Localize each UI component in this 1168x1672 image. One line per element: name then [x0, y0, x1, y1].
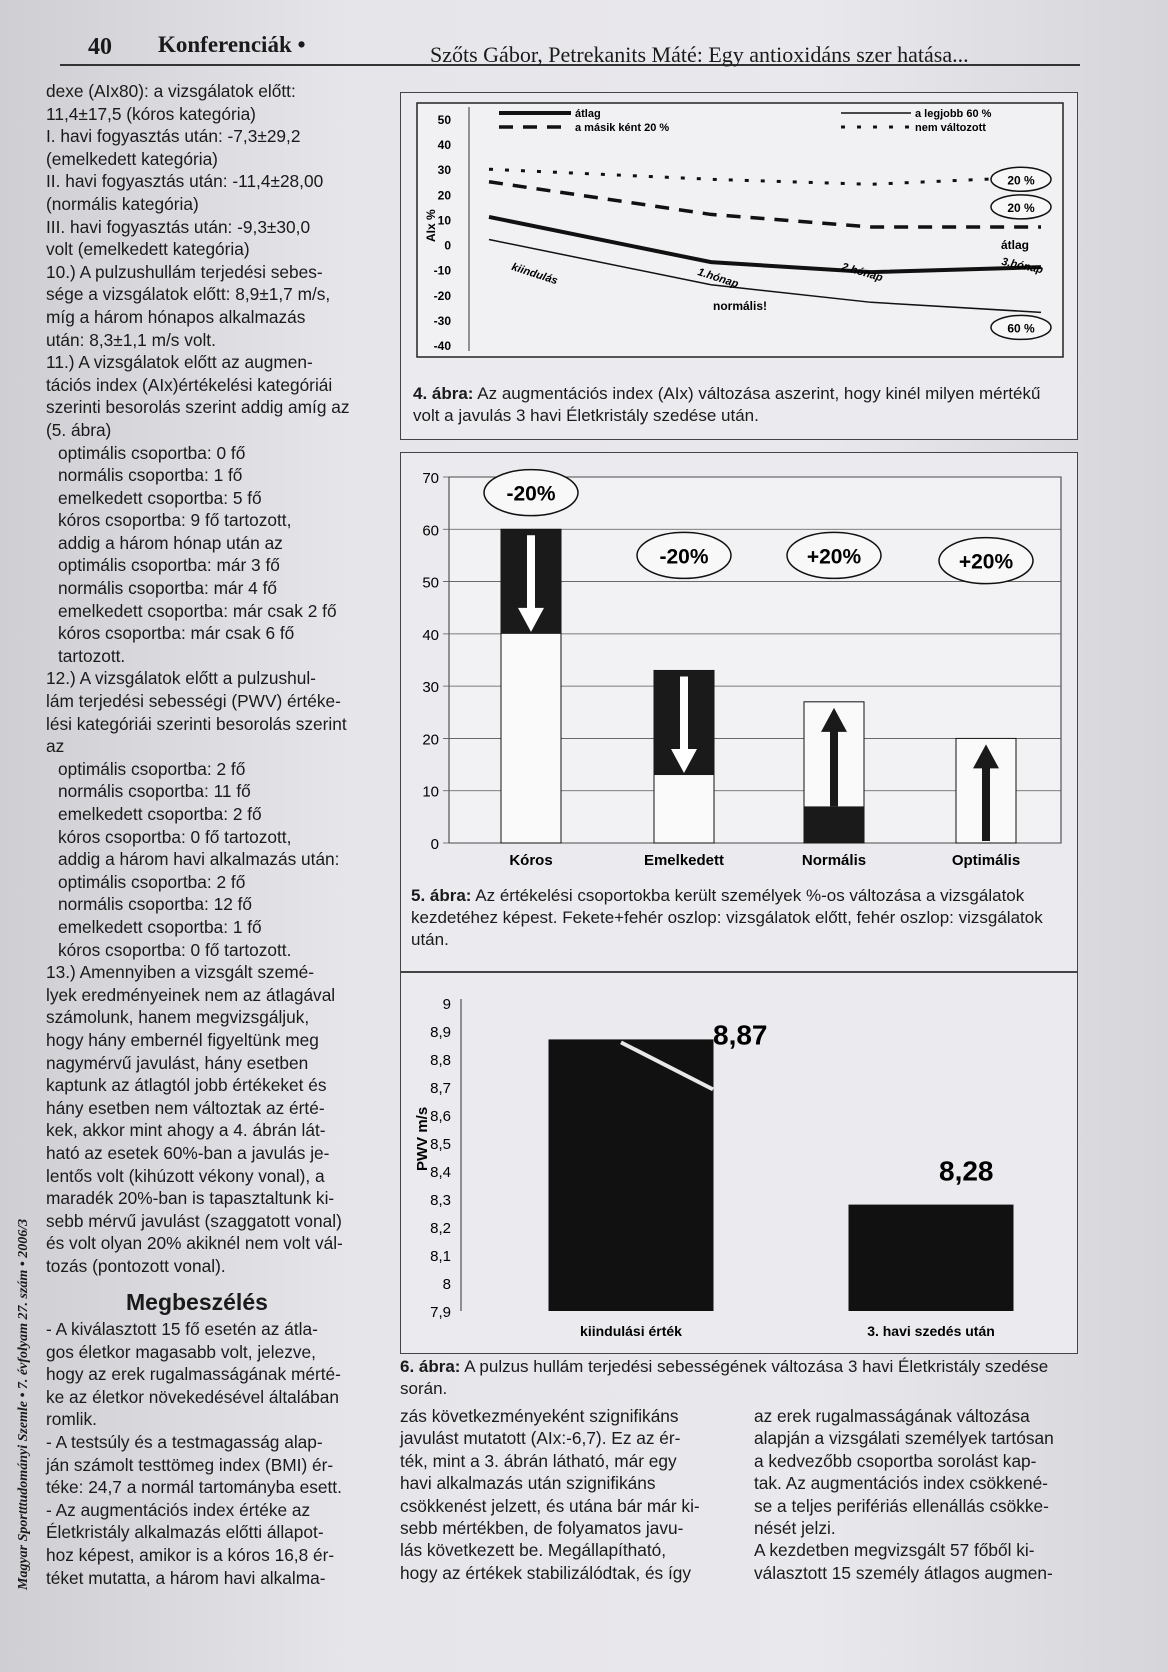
disc-line: Életkristály alkalmazás előtti állapot- — [46, 1522, 324, 1543]
disc-line: ján számolt testtömeg index (BMI) ér- — [46, 1454, 334, 1475]
x-category-label: Emelkedett — [643, 852, 725, 869]
left-line: 13.) Amennyiben a vizsgált szemé- — [46, 962, 314, 983]
left-column — [46, 80, 376, 1589]
y-tick-label: -10 — [433, 263, 451, 278]
x-category-label: 3. havi szedés után — [867, 1323, 995, 1339]
left-line: kek, akkor mint ahogy a 4. ábrán lát- — [46, 1120, 326, 1141]
discussion-heading: Megbeszélés — [126, 1289, 268, 1316]
y-tick-label: -40 — [433, 339, 451, 353]
plot-frame — [417, 103, 1063, 357]
bottom-right-column — [754, 1405, 1080, 1584]
left-line: (5. ábra) — [46, 419, 112, 440]
mid-line: hogy az értékek stabilizálódtak, és így — [400, 1562, 692, 1583]
disc-line: hogy az erek rugalmasságának mérté- — [46, 1364, 341, 1385]
left-line: dexe (AIx80): a vizsgálatok előtt: — [46, 81, 296, 101]
left-line: addig a három havi alkalmazás után: — [58, 849, 340, 870]
y-tick-label: 10 — [422, 783, 439, 801]
y-tick-label: 40 — [437, 138, 451, 153]
mid-line: javulást mutatott (AIx:-6,7). Ez az ér- — [400, 1428, 681, 1449]
y-tick-label: 60 — [422, 522, 439, 540]
journal-vertical-label: Magyar Sportttudományi Szemle • 7. évfolyam 27. szám • 2006/3 — [16, 1218, 31, 1590]
figure-4-caption-label: 4. ábra: — [413, 384, 474, 403]
left-line: tozás (pontozott vonal). — [46, 1255, 226, 1276]
disc-line: - A kiválasztott 15 fő esetén az átla- — [46, 1319, 318, 1340]
disc-line: romlik. — [46, 1409, 97, 1430]
change-badge-label: -20% — [659, 545, 709, 569]
change-badge-label: -20% — [506, 482, 556, 506]
left-line: emelkedett csoportba: 1 fő — [58, 916, 262, 937]
y-axis-label: AIx % — [424, 209, 438, 242]
left-line: tációs index (AIx)értékelési kategóriái — [46, 374, 333, 395]
y-axis-label: PWV m/s — [414, 1106, 431, 1171]
left-line: hogy hány embernél figyeltünk meg — [46, 1029, 319, 1050]
figure-4-chart — [401, 93, 1077, 361]
y-tick-label: 8,1 — [430, 1248, 451, 1265]
discussion-text — [46, 1318, 376, 1589]
mid-line: lás következett be. Megállapítható, — [400, 1540, 667, 1561]
page-number: 40 — [88, 34, 112, 60]
running-header — [60, 32, 1080, 66]
y-tick-label: 8,4 — [430, 1164, 451, 1181]
left-line: normális csoportba: 11 fő — [58, 781, 251, 802]
left-line: kóros csoportba: 9 fő tartozott, — [58, 510, 292, 531]
figure-4-caption-text: Az augmentációs index (AIx) változása aszerint, hogy kinél milyen mértékű volt a javulás 3 havi Életkristály szedése után. — [413, 384, 1041, 425]
left-line: lentős volt (kihúzott vékony vonal), a — [46, 1165, 325, 1186]
line-label: normális! — [713, 298, 768, 313]
left-line: számolunk, hanem megvizsgáljuk, — [46, 1007, 310, 1028]
y-tick-label: 30 — [422, 679, 439, 697]
y-tick-label: 8,3 — [430, 1192, 451, 1209]
x-category-label: Optimális — [951, 852, 1021, 869]
left-line: I. havi fogyasztás után: -7,3±29,2 — [46, 126, 301, 147]
disc-line: - Az augmentációs index értéke az — [46, 1499, 311, 1520]
y-tick-label: 40 — [422, 626, 439, 644]
y-tick-label: 8 — [442, 1276, 451, 1293]
left-line: III. havi fogyasztás után: -9,3±30,0 — [46, 216, 311, 237]
y-tick-label: 20 — [437, 188, 451, 203]
left-line: hány esetben nem változtak az érté- — [46, 1097, 325, 1118]
disc-line: - A testsúly és a testmagasság alap- — [46, 1432, 323, 1453]
right-line: tak. Az augmentációs index csökkené- — [754, 1473, 1048, 1494]
section-title: Konferenciák • — [158, 32, 306, 57]
value-label: 8,28 — [939, 1155, 994, 1187]
left-line: lám terjedési sebességi (PWV) értéke- — [46, 691, 341, 712]
bar-before-black — [804, 806, 864, 843]
right-line: alapján a vizsgálati személyek tartósan — [754, 1428, 1054, 1449]
legend-label-4: nem változott — [915, 122, 986, 134]
figure-4 — [400, 92, 1078, 440]
left-line: optimális csoportba: 2 fő — [58, 871, 246, 892]
left-column-text — [46, 80, 376, 1277]
left-line: szerinti besorolás szerint addig amíg az — [46, 397, 350, 418]
right-line: A kezdetben megvizsgált 57 főből ki- — [754, 1540, 1035, 1561]
figure-6-caption-label: 6. ábra: — [400, 1357, 461, 1376]
percent-badge-label: 20 % — [1007, 200, 1035, 215]
line-label: 3.hónap — [1000, 255, 1045, 277]
running-title: Szőts Gábor, Petrekanits Máté: Egy antioxidáns szer hatása... — [430, 42, 969, 67]
mid-line: zás következményeként szignifikáns — [400, 1406, 679, 1426]
left-line: 11.) A vizsgálatok előtt az augmen- — [46, 352, 313, 373]
figure-5-caption-label: 5. ábra: — [411, 886, 472, 905]
disc-line: hoz képest, amikor is a kóros 16,8 ér- — [46, 1545, 335, 1565]
y-tick-label: 8,7 — [430, 1080, 451, 1097]
y-tick-label: 7,9 — [430, 1304, 451, 1321]
legend-label-2: a másik ként 20 % — [575, 122, 670, 134]
left-line: (normális kategória) — [46, 193, 199, 214]
disc-line: téket mutatta, a három havi alkalma- — [46, 1567, 326, 1588]
left-line: lyek eredményeinek nem az átlagával — [46, 984, 336, 1005]
right-line: se a teljes perifériás ellenállás csökke- — [754, 1495, 1049, 1516]
figure-5-caption-text: Az értékelési csoportokba került személyek %-os változása a vizsgálatok kezdetéhez képest. Fekete+fehér oszlop: vizsgálatok előtt, fehér oszlop: vizsgálatok után. — [411, 886, 1043, 949]
left-line: emelkedett csoportba: már csak 2 fő — [58, 600, 337, 621]
disc-line: téke: 24,7 a normál tartományba esett. — [46, 1477, 342, 1498]
line-label: 1.hónap — [696, 266, 740, 291]
mid-line: ték, mint a 3. ábrán látható, már egy — [400, 1450, 677, 1471]
y-tick-label: 50 — [422, 574, 439, 592]
y-tick-label: 8,9 — [430, 1024, 451, 1041]
disc-line: gos életkor magasabb volt, jelezve, — [46, 1341, 316, 1362]
left-line: normális csoportba: már 4 fő — [58, 578, 277, 599]
left-line: és volt olyan 20% akiknél nem volt vál- — [46, 1233, 343, 1254]
y-tick-label: 20 — [422, 731, 439, 749]
y-tick-label: 9 — [442, 996, 451, 1013]
left-line: kóros csoportba: már csak 6 fő — [58, 623, 295, 644]
figure-4-caption — [413, 383, 1068, 427]
line-label: átlag — [1001, 238, 1030, 253]
y-tick-label: 8,2 — [430, 1220, 451, 1237]
percent-badge-label: 60 % — [1007, 321, 1035, 336]
bar — [849, 1205, 1014, 1311]
figure-6-chart — [401, 973, 1077, 1353]
y-tick-label: 70 — [422, 470, 439, 487]
right-line: választott 15 személy átlagos augmen- — [754, 1562, 1053, 1583]
x-category-label: Normális — [801, 852, 867, 869]
left-line: (emelkedett kategória) — [46, 148, 218, 169]
left-line: míg a három hónapos alkalmazás — [46, 306, 306, 327]
line-label: kiindulás — [510, 261, 560, 288]
mid-line: havi alkalmazás után szignifikáns — [400, 1473, 656, 1494]
left-line: 11,4±17,5 (kóros kategória) — [46, 103, 256, 124]
left-line: II. havi fogyasztás után: -11,4±28,00 — [46, 171, 324, 192]
left-line: az — [46, 736, 65, 757]
left-line: volt (emelkedett kategória) — [46, 239, 250, 260]
left-line: kóros csoportba: 0 fő tartozott. — [58, 939, 292, 960]
left-line: optimális csoportba: 0 fő — [58, 442, 246, 463]
x-category-label: kiindulási érték — [580, 1323, 682, 1339]
figure-5-chart — [401, 453, 1077, 881]
left-line: normális csoportba: 1 fő — [58, 465, 243, 486]
left-line: normális csoportba: 12 fő — [58, 894, 253, 915]
legend-label-3: a legjobb 60 % — [915, 108, 992, 120]
left-line: kóros csoportba: 0 fő tartozott, — [58, 826, 292, 847]
figure-6-caption-text: A pulzus hullám terjedési sebességének változása 3 havi Életkristály szedése során. — [400, 1357, 1049, 1398]
left-line: emelkedett csoportba: 5 fő — [58, 487, 262, 508]
left-line: tartozott. — [58, 645, 126, 666]
left-line: nagymérvű javulást, hány esetben — [46, 1052, 309, 1073]
bottom-middle-column — [400, 1405, 732, 1584]
x-category-label: Kóros — [509, 852, 553, 869]
figure-6-caption — [400, 1356, 1080, 1400]
y-tick-label: 10 — [437, 213, 451, 228]
left-line: sége a vizsgálatok előtt: 8,9±1,7 m/s, — [46, 284, 331, 305]
y-tick-label: 8,5 — [430, 1136, 451, 1153]
figure-6 — [400, 972, 1078, 1354]
change-badge-label: +20% — [958, 550, 1014, 574]
change-badge-label: +20% — [806, 545, 862, 569]
left-line: optimális csoportba: 2 fő — [58, 758, 246, 779]
left-line: ható az esetek 60%-ban a javulás je- — [46, 1142, 330, 1163]
y-tick-label: -30 — [433, 313, 451, 328]
y-tick-label: 8,8 — [430, 1052, 451, 1069]
left-line: optimális csoportba: már 3 fő — [58, 555, 280, 576]
left-line: kaptunk az átlagtól jobb értékeket és — [46, 1075, 327, 1096]
left-line: sebb mérvű javulást (szaggatott vonal) — [46, 1210, 342, 1231]
left-line: addig a három hónap után az — [58, 532, 283, 553]
right-line: a kedvezőbb csoportba sorolást kap- — [754, 1450, 1037, 1471]
figure-5 — [400, 452, 1078, 972]
right-line: nését jelzi. — [754, 1518, 836, 1539]
y-tick-label: -20 — [433, 288, 451, 303]
y-tick-label: 8,6 — [430, 1108, 451, 1125]
figure-5-caption — [411, 885, 1066, 951]
bar — [549, 1039, 714, 1311]
legend-label-1: átlag — [575, 108, 601, 120]
left-line: emelkedett csoportba: 2 fő — [58, 804, 262, 824]
y-tick-label: 50 — [437, 113, 451, 127]
right-line: az erek rugalmasságának változása — [754, 1406, 1030, 1426]
left-line: maradék 20%-ban is tapasztaltunk ki- — [46, 1188, 335, 1209]
mid-line: sebb mértékben, de folyamatos javu- — [400, 1518, 684, 1539]
left-line: 10.) A pulzushullám terjedési sebes- — [46, 261, 323, 282]
percent-badge-label: 20 % — [1007, 173, 1035, 188]
line-label: 2.hónap — [840, 261, 885, 285]
left-line: lési kategóriái szerinti besorolás szerint — [46, 713, 347, 734]
y-tick-label: 0 — [444, 238, 451, 253]
left-line: 12.) A vizsgálatok előtt a pulzushul- — [46, 668, 316, 689]
value-label: 8,87 — [713, 1019, 768, 1051]
left-line: után: 8,3±1,1 m/s volt. — [46, 329, 216, 350]
y-tick-label: 0 — [430, 836, 439, 853]
y-tick-label: 30 — [437, 163, 451, 178]
mid-line: csökkenést jelzett, és utána bár már ki- — [400, 1495, 700, 1516]
disc-line: ke az életkor növekedésével általában — [46, 1386, 340, 1407]
